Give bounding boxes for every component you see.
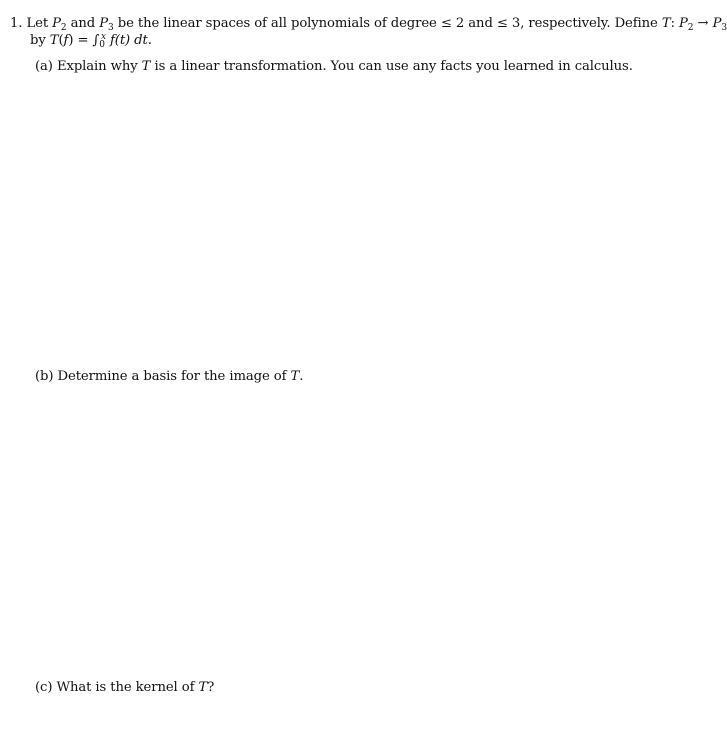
part-text: Explain why bbox=[56, 59, 142, 74]
intro-text: and bbox=[66, 16, 100, 31]
intro-text: 3, respectively. Define bbox=[507, 16, 662, 31]
integral-upper-limit: x bbox=[100, 32, 106, 42]
integral-lower-limit: 0 bbox=[99, 40, 105, 50]
math-P2: P bbox=[679, 16, 688, 31]
integral-symbol: ∫ bbox=[92, 33, 100, 48]
part-a bbox=[35, 59, 633, 75]
part-text: What is the kernel of bbox=[56, 680, 199, 695]
part-text: Determine a basis for the image of bbox=[57, 369, 291, 384]
math-T: T bbox=[661, 16, 671, 31]
math-f: f bbox=[63, 33, 69, 48]
math-P3: P bbox=[99, 16, 109, 31]
part-text: is a linear transformation. You can use any facts you learned in calculus. bbox=[150, 59, 633, 74]
math-T: T bbox=[198, 680, 208, 695]
math-subscript: 3 bbox=[721, 23, 727, 33]
math-paren: ) bbox=[68, 33, 74, 48]
math-leq: ≤ bbox=[496, 16, 508, 31]
math-subscript: 2 bbox=[60, 23, 67, 33]
integral-body: f(t) dt. bbox=[110, 33, 152, 48]
intro-text: be the linear spaces of all polynomials of degree bbox=[113, 16, 441, 31]
math-P3: P bbox=[712, 16, 722, 31]
part-label: (a) bbox=[35, 59, 53, 74]
part-c bbox=[35, 680, 214, 696]
math-subscript: 3 bbox=[108, 23, 114, 33]
math-T: T bbox=[141, 59, 151, 74]
problem-intro-line-2 bbox=[30, 33, 152, 49]
math-T: T bbox=[49, 33, 59, 48]
part-text: ? bbox=[207, 680, 215, 695]
math-T: T bbox=[290, 369, 300, 384]
problem-number: 1. bbox=[10, 16, 23, 31]
math-colon: : bbox=[670, 16, 679, 31]
part-label: (c) bbox=[35, 680, 53, 695]
math-subscript: 2 bbox=[687, 23, 694, 33]
math-equals: = bbox=[73, 33, 93, 48]
part-text: . bbox=[299, 369, 304, 384]
intro-text: by bbox=[30, 33, 50, 48]
math-P2: P bbox=[52, 16, 61, 31]
math-paren: ( bbox=[58, 33, 64, 48]
math-leq: ≤ bbox=[440, 16, 452, 31]
part-b bbox=[35, 369, 303, 385]
part-label: (b) bbox=[35, 369, 54, 384]
intro-text: 2 and bbox=[451, 16, 497, 31]
intro-text: Let bbox=[26, 16, 53, 31]
integral-sign bbox=[93, 33, 100, 49]
math-arrow: → bbox=[693, 16, 713, 31]
problem-intro-line-1 bbox=[10, 16, 727, 32]
